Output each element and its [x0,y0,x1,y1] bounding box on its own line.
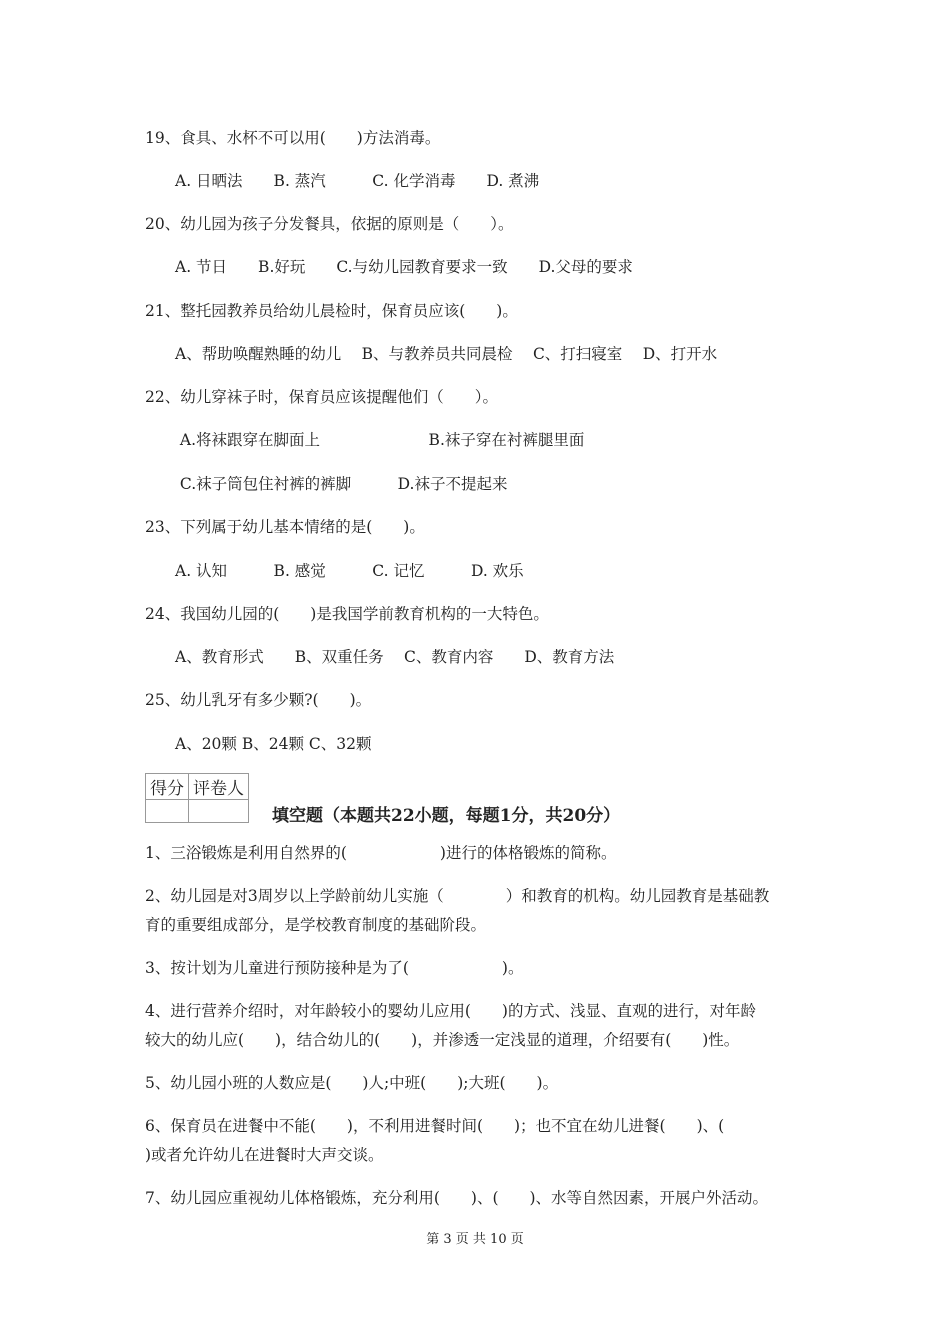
fill-in-4a: 4、进行营养介绍时，对年龄较小的婴幼儿应用( )的方式、浅显、直观的进行，对年龄 [145,1002,756,1020]
question-24-options: A、教育形式 B、双重任务 C、教育内容 D、教育方法 [175,648,615,666]
fill-in-2a: 2、幼儿园是对3周岁以上学龄前幼儿实施（ ）和教育的机构。幼儿园教育是基础教 [145,887,770,905]
question-23-options: A. 认知 B. 感觉 C. 记忆 D. 欢乐 [175,562,524,580]
fill-in-7: 7、幼儿园应重视幼儿体格锻炼，充分利用( )、( )、水等自然因素，开展户外活动。 [145,1189,769,1207]
question-21-options: A、帮助唤醒熟睡的幼儿 B、与教养员共同晨检 C、打扫寝室 D、打开水 [175,345,718,363]
fill-in-6b: )或者允许幼儿在进餐时大声交谈。 [145,1146,384,1164]
question-19-options: A. 日晒法 B. 蒸汽 C. 化学消毒 D. 煮沸 [175,172,540,190]
grader-cell [189,800,249,823]
fill-in-4b: 较大的幼儿应( )，结合幼儿的( )，并渗透一定浅显的道理，介绍要有( )性。 [145,1031,740,1049]
question-25: 25、幼儿乳牙有多少颗?( )。 [145,691,372,709]
question-22-options-1: A.将袜跟穿在脚面上 B.袜子穿在衬裤腿里面 [175,431,585,449]
fill-in-3: 3、按计划为儿童进行预防接种是为了( )。 [145,959,524,977]
page-footer: 第 3 页 共 10 页 [426,1232,524,1247]
question-22-options-2: C.袜子筒包住衬裤的裤脚 D.袜子不提起来 [175,475,508,493]
fill-in-2b: 育的重要组成部分，是学校教育制度的基础阶段。 [145,916,487,934]
question-25-options: A、20颗 B、24颗 C、32颗 [175,735,372,753]
question-23: 23、下列属于幼儿基本情绪的是( )。 [145,518,425,536]
question-24: 24、我国幼儿园的( )是我国学前教育机构的一大特色。 [145,605,549,623]
question-19: 19、食具、水杯不可以用( )方法消毒。 [145,129,441,147]
score-label: 得分 [146,774,189,800]
question-20-options: A. 节日 B.好玩 C.与幼儿园教育要求一致 D.父母的要求 [175,258,633,276]
score-cell [146,800,189,823]
question-21: 21、整托园教养员给幼儿晨检时，保育员应该( )。 [145,302,518,320]
question-22: 22、幼儿穿袜子时，保育员应该提醒他们（ ）。 [145,388,498,406]
question-20: 20、幼儿园为孩子分发餐具，依据的原则是（ ）。 [145,215,514,233]
section-title: 填空题（本题共22小题，每题1分，共20分） [272,806,621,826]
score-box [145,773,249,823]
fill-in-6a: 6、保育员在进餐中不能( )，不利用进餐时间( )；也不宜在幼儿进餐( )、( [145,1117,725,1135]
fill-in-1: 1、三浴锻炼是利用自然界的( )进行的体格锻炼的简称。 [145,844,617,862]
fill-in-5: 5、幼儿园小班的人数应是( )人;中班( );大班( )。 [145,1074,559,1092]
grader-label: 评卷人 [189,774,249,800]
